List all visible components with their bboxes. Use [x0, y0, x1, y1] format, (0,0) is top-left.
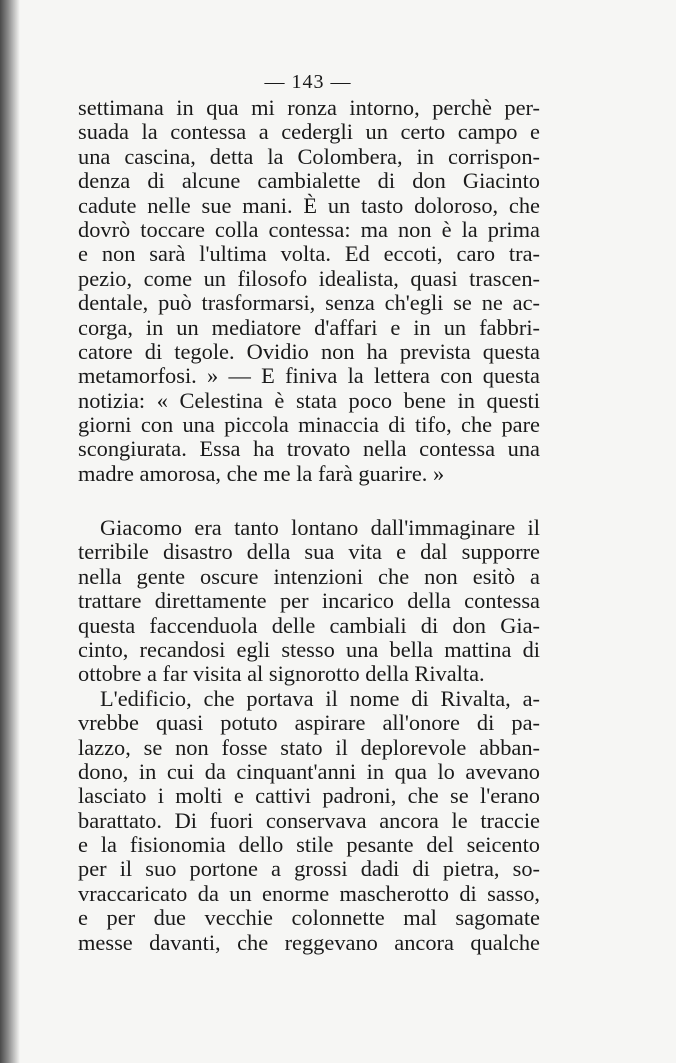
- scan-edge-shadow: [0, 0, 20, 1063]
- text-line: dentale, può trasformarsi, senza ch'egli se ne ac-: [78, 290, 540, 316]
- text-line: vrebbe quasi potuto aspirare all'onore di pa-: [78, 710, 540, 736]
- text-line: terribile disastro della sua vita e dal supporre: [78, 539, 540, 565]
- page-number: — 143 —: [264, 71, 352, 93]
- text-line: corga, in un mediatore d'affari e in un fabbri-: [78, 314, 540, 340]
- text-line: catore di tegole. Ovidio non ha prevista questa: [78, 338, 540, 364]
- text-line: cinto, recandosi egli stesso una bella mattina di: [78, 636, 540, 662]
- text-line: pezio, come un filosofo idealista, quasi trascen-: [78, 265, 540, 291]
- text-line: messe davanti, che reggevano ancora qualche: [78, 929, 540, 955]
- text-line: scongiurata. Essa ha trovato nella contessa una: [78, 436, 540, 462]
- text-line: giorni con una piccola minaccia di tifo, che pare: [78, 412, 540, 438]
- text-line: cadute nelle sue mani. È un tasto doloroso, che: [78, 192, 540, 218]
- paragraph-2: [78, 516, 540, 955]
- text-line: madre amorosa, che me la farà guarire. »: [78, 460, 445, 486]
- text-line: Giacomo era tanto lontano dall'immaginare il: [100, 515, 540, 540]
- text-line: notizia: « Celestina è stata poco bene in questi: [78, 387, 540, 413]
- text-line: dovrò toccare colla contessa: ma non è la prima: [78, 216, 540, 242]
- text-line: suada la contessa a cedergli un certo campo e: [78, 119, 540, 145]
- text-line: e per due vecchie colonnette mal sagomate: [78, 905, 540, 931]
- text-line: lazzo, se non fosse stato il deplorevole abban-: [78, 734, 540, 760]
- text-line: settimana in qua mi ronza intorno, perchè per-: [78, 95, 540, 120]
- text-line: trattare direttamente per incarico della contessa: [78, 588, 540, 614]
- text-line: L'edificio, che portava il nome di Rivalta, a-: [100, 685, 540, 711]
- text-line: una cascina, detta la Colombera, in corrispon-: [78, 143, 540, 169]
- text-line: denza di alcune cambialette di don Giacinto: [78, 168, 540, 194]
- text-line: nella gente oscure intenzioni che non esitò a: [78, 563, 540, 589]
- text-line: metamorfosi. » — E finiva la lettera con questa: [78, 363, 540, 389]
- paragraph-1: [78, 96, 540, 486]
- text-line: ottobre a far visita al signorotto della Rivalta.: [78, 661, 485, 687]
- text-line: per il suo portone a grossi dadi di pietra, so-: [78, 856, 540, 882]
- text-line: questa faccenduola delle cambiali di don Gia-: [78, 612, 540, 638]
- text-line: e la fisionomia dello stile pesante del seicento: [78, 832, 540, 858]
- text-line: lasciato i molti e cattivi padroni, che se l'erano: [78, 783, 540, 809]
- text-line: dono, in cui da cinquant'anni in qua lo avevano: [78, 758, 540, 784]
- text-line: barattato. Di fuori conservava ancora le traccie: [78, 807, 540, 833]
- text-line: vraccaricato da un enorme mascherotto di sasso,: [78, 880, 540, 906]
- text-line: e non sarà l'ultima volta. Ed eccoti, caro tra-: [78, 241, 540, 267]
